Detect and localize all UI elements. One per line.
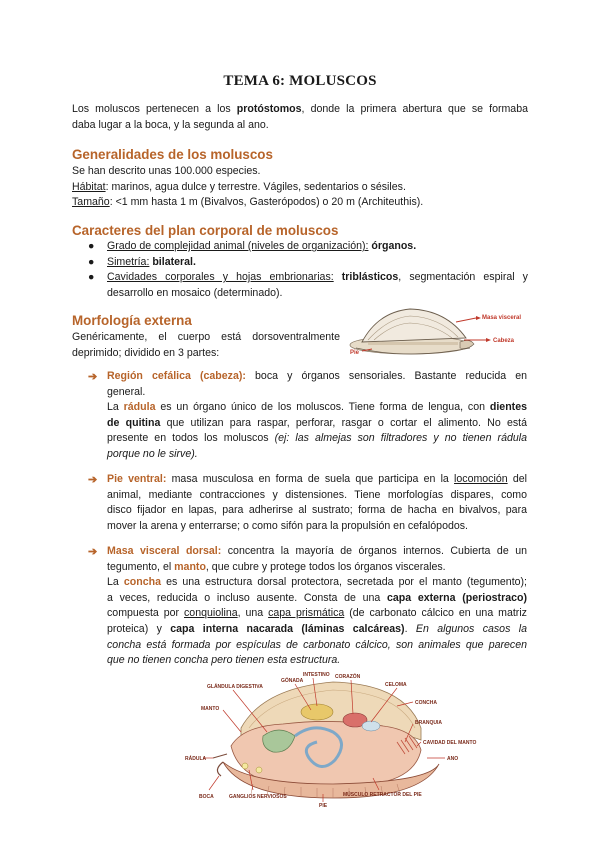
cavidades-label: Cavidades corporales y hojas embrionarias: — [107, 271, 334, 283]
concha-line-5c: (de carbonato cálcico en una matriz — [344, 607, 527, 620]
label-corazon: CORAZÓN — [335, 674, 361, 680]
radula-line-3: presente en todos los moluscos — [107, 432, 275, 445]
especies-line: Se han descrito unas 100.000 especies. — [72, 165, 261, 177]
simetria-value: bilateral. — [149, 256, 196, 268]
manto-term: manto — [174, 560, 206, 573]
label-radula: RÁDULA — [185, 756, 207, 762]
heading-caracteres: Caracteres del plan corporal de moluscos — [72, 223, 339, 238]
periostraco-term: capa externa (periostraco) — [387, 591, 527, 604]
heading-morfologia: Morfología externa — [72, 313, 192, 328]
intro-paragraph — [72, 102, 528, 133]
nacarada-term: capa interna nacarada (láminas calcáreas) — [170, 622, 405, 635]
espiculas-text: En algunos casos la — [415, 622, 527, 635]
masa-visceral-block — [107, 544, 527, 669]
morfologia-line-2: deprimido; dividido en 3 partes: — [72, 346, 220, 359]
bullet-simetria — [107, 255, 528, 271]
label-manto: MANTO — [201, 706, 220, 712]
morfologia-intro — [72, 330, 340, 361]
habitat-text: : marinos, agua dulce y terrestre. Vágiles, sedentarios o sésiles. — [105, 180, 406, 193]
cavidades-text: , segmentación espiral y — [398, 271, 528, 283]
cavidades-line-2: desarrollo en mosaico (determinado). — [107, 286, 283, 299]
intro-text: Los moluscos pertenecen a los — [72, 103, 237, 115]
label-pie: PIE — [319, 803, 328, 807]
region-cefalica-line-2: general. — [107, 385, 146, 398]
radula-term: rádula — [123, 401, 156, 414]
manto-text-2: , que cubre y protege todos los órganos viscerales. — [205, 560, 446, 573]
figure-label-cabeza: Cabeza — [493, 338, 515, 344]
label-boca: BOCA — [199, 794, 214, 800]
label-glandula-digestiva: GLÁNDULA DIGESTIVA — [207, 684, 263, 690]
bullet-dot: ● — [88, 240, 95, 252]
arrow-icon: ➔ — [88, 474, 98, 486]
prismatica-term: capa prismática — [268, 607, 345, 620]
figure-label-masa: Masa visceral — [482, 315, 522, 321]
radula-line-2: que utilizan para raspar, perforar, rasgar o cortar el alimento. No está — [160, 416, 528, 429]
label-musculo-retractor: MÚSCULO RETRACTOR DEL PIE — [343, 792, 422, 798]
region-cefalica-block — [107, 369, 527, 463]
label-intestino: INTESTINO — [303, 672, 330, 678]
region-cefalica-text: boca y órganos sensoriales. Bastante reducida en — [245, 370, 528, 382]
masa-visceral-text: concentra la mayoría de órganos internos. Cubierta de un — [221, 545, 527, 557]
radula-text-2: es un órgano único de los moluscos. Tiene forma de lengua, con — [155, 401, 490, 414]
habitat-line — [72, 180, 528, 196]
complejidad-label: Grado de complejidad animal (niveles de organización): — [107, 240, 369, 252]
quitina-term: de quitina — [107, 416, 161, 429]
tamano-label: Tamaño — [72, 196, 110, 209]
manto-text: tegumento, el — [107, 560, 175, 573]
bullet-complejidad — [107, 239, 528, 255]
radula-text: La — [107, 401, 124, 414]
concha-line-6b: . — [404, 622, 416, 635]
simetria-label: Simetría: — [107, 256, 150, 268]
intro-text-2: , donde la primera abertura que se formaba — [301, 103, 528, 115]
concha-text: La — [107, 576, 124, 589]
concha-term: concha — [123, 576, 161, 589]
pie-ventral-line-2: animal, mediante contracciones y distensiones. Tiene morfologías dispares, como — [107, 488, 527, 501]
arrow-icon: ➔ — [88, 371, 98, 383]
arrow-icon: ➔ — [88, 546, 98, 558]
bullet-cavidades — [107, 270, 528, 301]
concha-line-4: a veces, reducida o incluso ausente. Consta de una — [107, 591, 387, 604]
pie-ventral-line-3: disco fijador en lapas, para adherirse al sustrato; forma de hacha en bivalvos, para — [107, 504, 527, 517]
espiculas-line-2: concha está formada por espículas de carbonato cálcico, son animales que parecen — [107, 638, 527, 651]
generalidades-body — [72, 164, 528, 211]
intro-protostomos: protóstomos — [236, 103, 302, 115]
page-title: TEMA 6: MOLUSCOS — [223, 73, 377, 89]
morfologia-line-1: Genéricamente, el cuerpo está dorsoventralmente — [72, 331, 340, 343]
pie-ventral-text-end: del — [507, 473, 527, 485]
mollusc-anatomy-diagram — [183, 666, 483, 807]
pie-ventral-text: masa musculosa en forma de suela que participa en la — [166, 473, 455, 485]
heading-generalidades: Generalidades de los moluscos — [72, 147, 273, 162]
cavidades-value: triblásticos — [333, 271, 399, 283]
concha-text-2: es una estructura dorsal protectora, secretada por el manto (tegumento); — [160, 576, 527, 589]
pie-ventral-block — [107, 472, 527, 534]
label-ganglios: GANGLIOS NERVIOSOS — [229, 794, 287, 800]
label-ano: ANO — [447, 756, 459, 762]
complejidad-value: órganos. — [368, 240, 417, 252]
radula-example-end: porque no le sirve). — [107, 447, 198, 460]
label-gonada: GÓNADA — [281, 678, 304, 684]
label-concha: CONCHA — [415, 700, 437, 706]
bullet-dot: ● — [88, 256, 95, 268]
figure-label-pie: Pie — [350, 350, 360, 356]
tamano-text: : <1 mm hasta 1 m (Bivalvos, Gasterópodos) o 20 m (Architeuthis). — [109, 196, 424, 209]
concha-line-5: compuesta por — [107, 607, 184, 620]
mollusc-body-figure — [348, 304, 532, 362]
pie-ventral-line-4: mover la arena y enterrarse; o como sifón para la propulsión en cefalópodos. — [107, 519, 468, 532]
masa-visceral-heading: Masa visceral dorsal: — [107, 545, 222, 557]
bullet-dot: ● — [88, 271, 95, 283]
dientes-term: dientes — [489, 401, 527, 414]
concha-line-6: proteica) y — [107, 622, 171, 635]
radula-example: (ej: las almejas son filtradores y no tienen rádula — [274, 432, 527, 445]
intro-line-2: daba lugar a la boca, y la segunda al ano. — [72, 118, 269, 131]
label-celoma: CELOMA — [385, 682, 407, 688]
label-branquia: BRANQUIA — [415, 720, 442, 726]
pie-ventral-heading: Pie ventral: — [107, 473, 167, 485]
concha-line-5b: , una — [237, 607, 269, 620]
conquiolina-term: conquiolina — [184, 607, 238, 620]
tamano-line — [72, 195, 528, 211]
label-cavidad-manto: CAVIDAD DEL MANTO — [423, 740, 477, 746]
habitat-label: Hábitat — [72, 180, 106, 193]
region-cefalica-heading: Región cefálica (cabeza): — [107, 370, 246, 382]
espiculas-line-3: que no tienen concha pero tienen esta estructura. — [107, 654, 341, 667]
locomocion-term: locomoción — [454, 473, 508, 485]
